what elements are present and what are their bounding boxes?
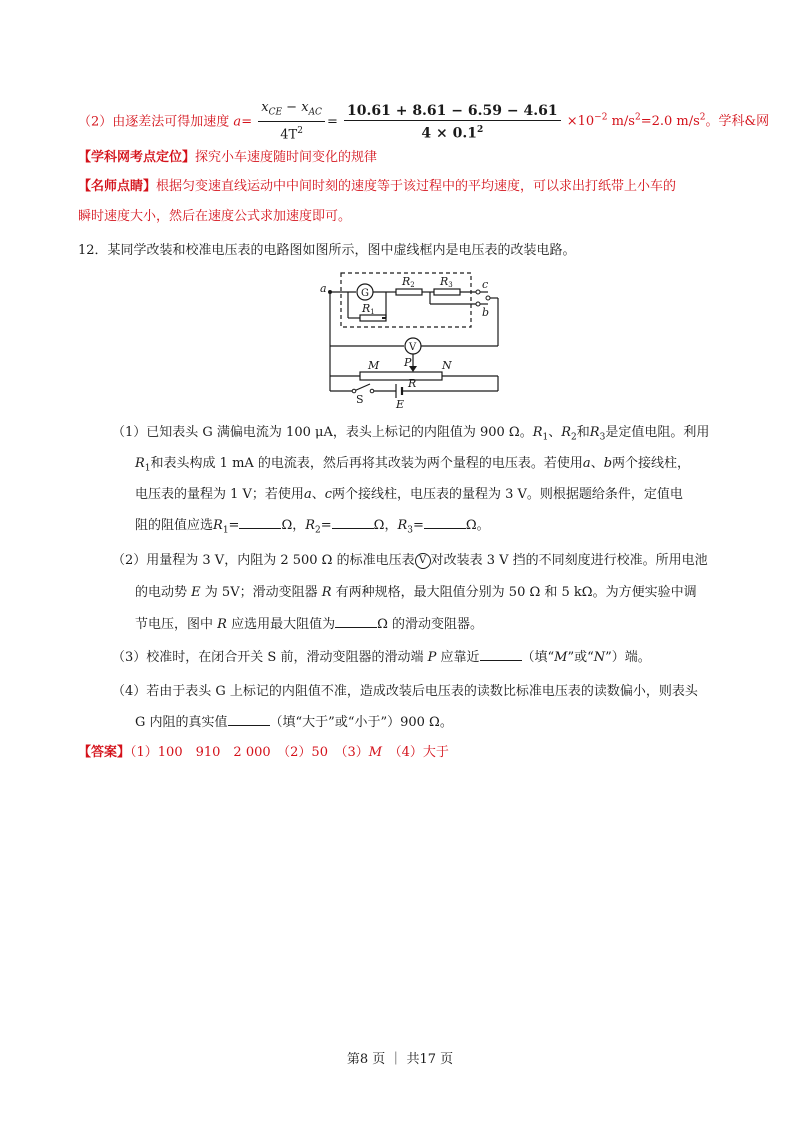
sub3-l1d: ”或“ xyxy=(567,650,594,665)
result-times: ×10 xyxy=(566,114,595,130)
blank-true-resistance[interactable] xyxy=(228,713,270,726)
sub1-l3: 电压表的量程为 1 V；若使用 xyxy=(135,487,304,502)
sub1-l1-r1: R xyxy=(532,425,543,440)
frac1-den-sup: 2 xyxy=(297,126,303,137)
sub3-l1e: ”）端。 xyxy=(605,650,651,665)
sub1-l1-r2: R xyxy=(561,425,572,440)
tag-kaodian-text: 探究小车速度随时间变化的规律 xyxy=(195,150,378,165)
sub1-l2-end: 两个接线柱， xyxy=(612,456,691,471)
sub1-l4-u1: Ω， xyxy=(281,518,306,533)
result-end: 。学科&网 xyxy=(705,114,770,130)
label-a: a xyxy=(320,282,327,295)
equals-sign-2: = xyxy=(326,114,338,130)
sub1-line3 xyxy=(135,485,683,505)
sub2-l2-r: R xyxy=(321,585,332,600)
sub2-l2b: 为 5V；滑动变阻器 xyxy=(204,585,318,600)
tag-dianjing-text1: 根据匀变速直线运动中中间时刻的速度等于该过程中的平均速度，可以求出打纸带上小车的 xyxy=(156,179,677,194)
sub1-l4-r3s: 3 xyxy=(407,525,413,536)
equals-sign: = xyxy=(241,114,253,130)
tag-dianjing-label: 【名师点睛】 xyxy=(78,179,157,194)
label-e: E xyxy=(396,398,405,408)
sub1-line1 xyxy=(112,423,709,448)
label-n: N xyxy=(442,359,452,372)
rheostat-r xyxy=(360,372,442,380)
sub1-l4-r3: R xyxy=(397,518,408,533)
sub2-line3 xyxy=(135,615,483,635)
answer-3: （3） xyxy=(341,745,369,760)
sub4-l2a: G 内阻的真实值 xyxy=(135,715,228,730)
label-b: b xyxy=(482,306,490,319)
fraction-numeric xyxy=(344,102,561,143)
sub3-l1b: 应靠近 xyxy=(440,650,480,665)
frac1-sub1: CE xyxy=(268,107,283,118)
sub2-l3c: Ω 的滑动变阻器。 xyxy=(377,617,484,632)
label-r2: R2 xyxy=(402,275,415,289)
sub3-l1a: （3）校准时，在闭合开关 S 前，滑动变阻器的滑动端 xyxy=(112,650,424,665)
sub1-l4-r2s: 2 xyxy=(315,525,321,536)
sub2-l2c: 有两种规格，最大阻值分别为 50 Ω 和 5 kΩ。为方便实验中调 xyxy=(335,585,697,600)
label-p: P xyxy=(404,356,412,369)
label-s: S xyxy=(356,393,364,406)
sub1-l1-sep: 、 xyxy=(548,425,562,440)
sub1-l2-a: a xyxy=(582,456,591,471)
part2-line xyxy=(78,98,769,145)
tag-kaodian-label: 【学科网考点定位】 xyxy=(78,150,196,165)
sub3-line1 xyxy=(112,648,651,668)
fraction-symbolic xyxy=(258,99,325,145)
sub1-l2-b: b xyxy=(603,456,613,471)
sub1-l4-u3: Ω。 xyxy=(465,518,490,533)
sub3-l1-p: P xyxy=(427,650,437,665)
sub2-line1 xyxy=(112,551,708,571)
frac1-minus: − xyxy=(282,99,302,115)
tag-dianjing-line2: 瞬时速度大小，然后在速度公式求加速度即可。 xyxy=(78,209,352,224)
sub1-l2-rs: 1 xyxy=(144,463,151,474)
sub1-l1-r3s: 3 xyxy=(599,432,606,443)
sub1-l3-c: c xyxy=(324,487,332,502)
sub1-line2 xyxy=(135,454,690,479)
sub4-line1: （4）若由于表头 G 上标记的内阻值不准，造成改装后电压表的读数比标准电压表的读数偏小，则表头 xyxy=(112,684,698,699)
answer-4: （4）大于 xyxy=(395,745,449,760)
frac1-x2: x xyxy=(301,99,309,115)
frac2-num: 10.61 + 8.61 − 6.59 − 4.61 xyxy=(344,102,561,121)
frac1-x1: x xyxy=(261,99,269,115)
answer-1: （1）100 910 2 000 xyxy=(130,745,271,760)
tag-dianjing xyxy=(78,177,676,197)
sub1-l4-eq2: = xyxy=(320,518,332,533)
sub1-l1-and: 和 xyxy=(576,425,590,440)
sub3-l1-m: M xyxy=(554,650,568,665)
frac1-den: 4T xyxy=(280,127,298,143)
label-r3: R3 xyxy=(440,275,453,289)
r2-resistor xyxy=(396,289,422,295)
answer-label: 【答案】 xyxy=(78,745,131,760)
sub1-l2: 和表头构成 1 mA 的电流表，然后再将其改装为两个量程的电压表。若使用 xyxy=(150,456,583,471)
sub1-l3-sep: 、 xyxy=(311,487,325,502)
label-g: G xyxy=(361,288,369,299)
result xyxy=(567,114,769,129)
sub2-l1b: 对改装表 3 V 挡的不同刻度进行校准。所用电池 xyxy=(430,553,708,568)
sub1-l4-eq3: = xyxy=(412,518,424,533)
sub4-l2b: （填“大于”或“小于”）900 Ω。 xyxy=(269,715,453,730)
result-exp: −2 xyxy=(594,113,608,123)
sub3-l1c: （填“ xyxy=(521,650,555,665)
sub2-line2 xyxy=(135,583,697,603)
circuit-diagram xyxy=(318,268,518,408)
sub1-l3-end: 两个接线柱，电压表的量程为 3 V。则根据题给条件，定值电 xyxy=(332,487,683,502)
answer-2: （2）50 xyxy=(283,745,328,760)
sub1-l1-r3: R xyxy=(589,425,600,440)
sub4-line2 xyxy=(135,713,453,733)
voltmeter-inline-icon xyxy=(415,553,431,569)
frac2-den-sup: 2 xyxy=(476,124,484,135)
result-value: =2.0 m/s xyxy=(640,114,700,130)
page-footer: 第8 页 ｜ 共17 页 xyxy=(346,1052,454,1067)
sub2-l2-e: E xyxy=(191,585,201,600)
frac1-sub2: AC xyxy=(308,107,322,118)
sub2-l3-r: R xyxy=(217,617,227,632)
blank-r1[interactable] xyxy=(239,516,281,529)
sub1-l1-r1s: 1 xyxy=(542,432,549,443)
var-a: a xyxy=(233,114,242,130)
answer-3-m: M xyxy=(368,745,383,760)
label-r1: R1 xyxy=(362,302,375,316)
sub1-l2-r: R xyxy=(135,456,145,471)
sub1-l4: 阻的阻值应选 xyxy=(135,518,214,533)
sub3-l1-n: N xyxy=(593,650,606,665)
sub2-l3b: 应选用最大阻值为 xyxy=(231,617,336,632)
label-c: c xyxy=(482,278,489,291)
r3-resistor xyxy=(434,289,460,295)
sub1-l4-r1: R xyxy=(213,518,223,533)
result-unit: m/s xyxy=(607,114,635,130)
q12-stem: 12．某同学改装和校准电压表的电路图如图所示，图中虚线框内是电压表的改装电路。 xyxy=(78,243,576,258)
sub1-l4-r1s: 1 xyxy=(222,525,229,536)
blank-slider-end[interactable] xyxy=(480,648,522,661)
tag-kaodian xyxy=(78,148,377,168)
sub1-l2-sep: 、 xyxy=(590,456,604,471)
sub1-l1-r2s: 2 xyxy=(571,432,577,443)
sub1-l4-u2: Ω， xyxy=(373,518,398,533)
blank-r3[interactable] xyxy=(424,516,466,529)
blank-r2[interactable] xyxy=(332,516,374,529)
sub1-line4 xyxy=(135,516,490,541)
result-value-sup: 2 xyxy=(699,113,706,123)
sub1-l4-r2: R xyxy=(305,518,316,533)
answer-line xyxy=(78,743,449,763)
frac2-den: 4 × 0.1 xyxy=(421,125,477,142)
sub1-l3-a: a xyxy=(303,487,312,502)
sub1-l1: （1）已知表头 G 满偏电流为 100 μA，表头上标记的内阻值为 900 Ω。 xyxy=(112,425,533,440)
blank-rheostat[interactable] xyxy=(335,615,377,628)
label-r: R xyxy=(408,377,417,390)
sub2-l3a: 节电压，图中 xyxy=(135,617,214,632)
part2-prefix: （2）由逐差法可得加速度 xyxy=(78,114,230,130)
sub1-l1-end: 是定值电阻。利用 xyxy=(605,425,710,440)
result-unit-sup: 2 xyxy=(634,113,641,123)
label-v: V xyxy=(409,342,417,353)
voltmeter-inline-label: V xyxy=(418,554,427,566)
label-m: M xyxy=(368,359,380,372)
sub2-l2a: 的电动势 xyxy=(135,585,188,600)
sub2-l1a: （2）用量程为 3 V，内阻为 2 500 Ω 的标准电压表 xyxy=(112,553,415,568)
sub1-l4-eq1: = xyxy=(228,518,240,533)
